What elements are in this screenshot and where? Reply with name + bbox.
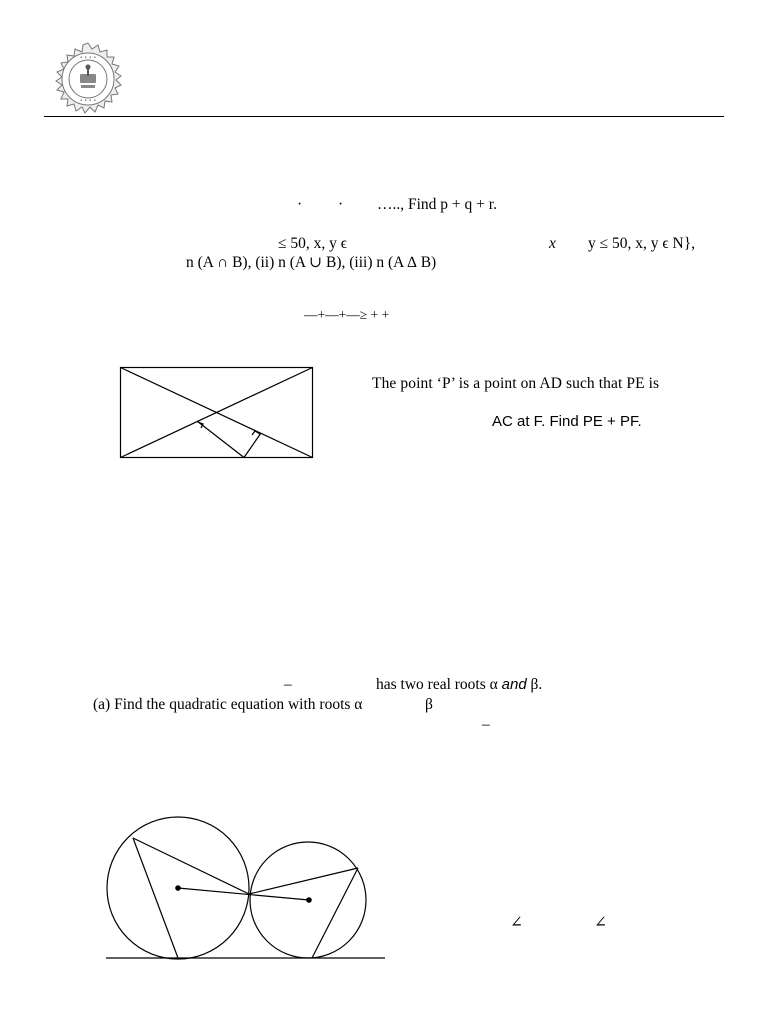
q4-text-line1: The point ‘P’ is a point on AD such that PE is bbox=[372, 375, 660, 392]
q5-dash-2: – bbox=[482, 716, 490, 733]
q5-dash: – bbox=[284, 676, 292, 693]
q1-dot-b: · bbox=[338, 196, 344, 213]
header-divider bbox=[44, 116, 724, 117]
q1-dot-a: · bbox=[297, 196, 303, 213]
perpendicular-pf bbox=[244, 433, 261, 458]
perpendicular-pe bbox=[197, 421, 244, 458]
q2-variable-x: x bbox=[549, 235, 556, 252]
chord-right-down bbox=[312, 868, 358, 958]
center-large bbox=[175, 885, 181, 891]
institute-seal-logo bbox=[47, 42, 129, 116]
q2-parts: n (A ∩ B), (ii) n (A ∪ B), (iii) n (A ∆ B) bbox=[186, 254, 437, 271]
rectangle-diagonal-figure bbox=[118, 366, 316, 460]
center-line bbox=[178, 888, 309, 900]
q2-condition-left: ≤ 50, x, y ϵ bbox=[278, 235, 348, 252]
q6-angle-symbol-b: ∠ bbox=[594, 914, 607, 931]
q6-angle-symbol-a: ∠ bbox=[510, 914, 523, 931]
q5-part-a: (a) Find the quadratic equation with roots α bbox=[93, 696, 363, 713]
q1-question-text: ….., Find p + q + r. bbox=[377, 196, 497, 213]
tangent-circles-figure bbox=[104, 818, 388, 964]
svg-text:• • • •: • • • • bbox=[79, 98, 97, 104]
q4-text-line2: AC at F. Find PE + PF. bbox=[492, 413, 642, 430]
q3-inequality-fragment: —+—+—≥ + + bbox=[304, 307, 390, 322]
q5-beta: β bbox=[425, 696, 433, 713]
svg-text:• • • •: • • • • bbox=[79, 55, 97, 61]
chord-right-top bbox=[249, 868, 358, 894]
q2-condition-right: y ≤ 50, x, y ϵ N}, bbox=[588, 235, 696, 252]
center-small bbox=[306, 897, 312, 903]
right-angle-mark-e bbox=[198, 422, 203, 428]
q5-roots-text: has two real roots α and β. bbox=[376, 676, 543, 693]
right-angle-mark-f bbox=[252, 431, 260, 435]
